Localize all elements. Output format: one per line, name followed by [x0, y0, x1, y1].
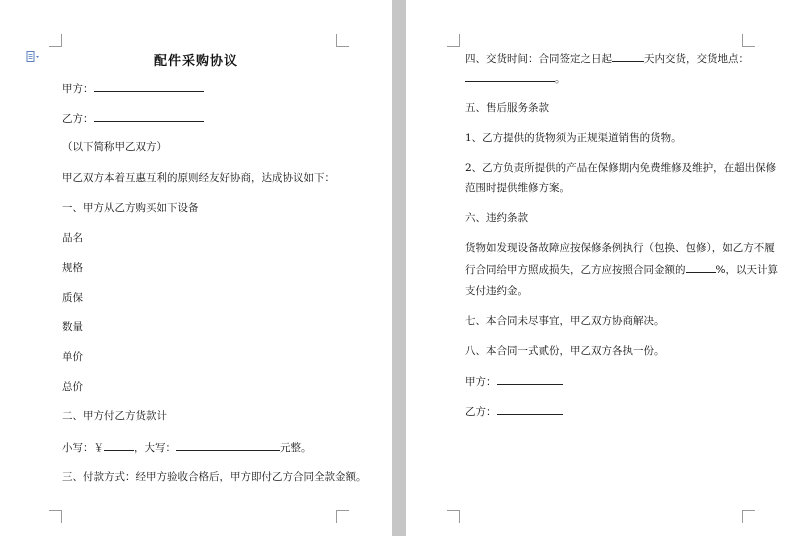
signature-a-line [465, 374, 563, 389]
crop-mark [49, 510, 62, 523]
signature-b-line [465, 404, 563, 419]
signature-a-blank[interactable] [497, 374, 563, 385]
section6-heading: 六、违约条款 [465, 212, 528, 224]
party-a-blank[interactable] [94, 81, 204, 92]
penalty-text-b: %，以天计算 [715, 264, 778, 276]
penalty-line2 [465, 262, 778, 277]
intro-text: 甲乙双方本着互惠互利的原则经友好协商，达成协议如下： [62, 172, 335, 184]
crop-mark [336, 510, 349, 523]
service-item-2-line1: 2、乙方负责所提供的产品在保修期内免费维修及维护，在超出保修 [465, 162, 777, 174]
signature-b-blank[interactable] [497, 404, 563, 415]
penalty-text-a: 行合同给甲方照成损失，乙方应按照合同金额的 [465, 264, 686, 276]
service-item-2-line2: 范围时提供维修方案。 [465, 182, 570, 194]
delivery-days-blank[interactable] [612, 51, 644, 62]
section2-heading: 二、甲方付乙方货款计 [62, 410, 167, 422]
party-a-label: 甲方： [62, 83, 94, 95]
penalty-percent-blank[interactable] [686, 262, 716, 273]
field-spec: 规格 [62, 262, 83, 274]
delivery-place-blank[interactable] [465, 71, 555, 82]
party-b-label: 乙方： [62, 113, 94, 125]
field-unit-price: 单价 [62, 351, 83, 363]
section1-heading: 一、甲方从乙方购买如下设备 [62, 202, 199, 214]
section4-end: 。 [555, 73, 566, 85]
section3-payment: 三、付款方式：经甲方验收合格后，甲方即付乙方合同全款金额。 [62, 471, 367, 483]
delivery-place-line [465, 71, 566, 86]
amount-big-label: ，大写： [134, 442, 176, 454]
amount-line [62, 440, 312, 455]
section5-heading: 五、售后服务条款 [465, 102, 549, 114]
field-quantity: 数量 [62, 321, 83, 333]
party-b-blank[interactable] [94, 111, 204, 122]
party-b-line [62, 111, 204, 126]
crop-mark [742, 510, 755, 523]
page-gutter [392, 0, 406, 536]
amount-suffix: 元整。 [280, 442, 312, 454]
crop-mark [336, 34, 349, 47]
amount-small-label: 小写：￥ [62, 442, 104, 454]
penalty-line3: 支付违约金。 [465, 285, 528, 297]
field-name: 品名 [62, 232, 83, 244]
section4-delivery [465, 51, 749, 66]
crop-mark [742, 34, 755, 47]
section4-text-2: 天内交货，交货地点： [644, 53, 749, 65]
amount-big-blank[interactable] [176, 440, 280, 451]
crop-mark [49, 34, 62, 47]
document-title: 配件采购协议 [153, 54, 238, 69]
party-a-line [62, 81, 204, 96]
crop-mark [447, 34, 460, 47]
section7: 七、本合同未尽事宜，甲乙双方协商解决。 [465, 315, 665, 327]
amount-small-blank[interactable] [104, 440, 134, 451]
signature-a-label: 甲方： [465, 376, 497, 388]
service-item-1: 1、乙方提供的货物须为正规渠道销售的货物。 [465, 132, 682, 144]
document-page-left [0, 0, 392, 536]
section8: 八、本合同一式贰份，甲乙双方各执一份。 [465, 345, 665, 357]
crop-mark [447, 510, 460, 523]
abbrev-note: （以下简称甲乙双方） [62, 141, 167, 153]
penalty-line1: 货物如发现设备故障应按保修条例执行（包换、包修），如乙方不履 [465, 242, 775, 254]
section4-text-1: 四、交货时间：合同签定之日起 [465, 53, 612, 65]
field-total-price: 总价 [62, 381, 83, 393]
signature-b-label: 乙方： [465, 406, 497, 418]
document-page-right [406, 0, 800, 536]
field-warranty: 质保 [62, 292, 83, 304]
